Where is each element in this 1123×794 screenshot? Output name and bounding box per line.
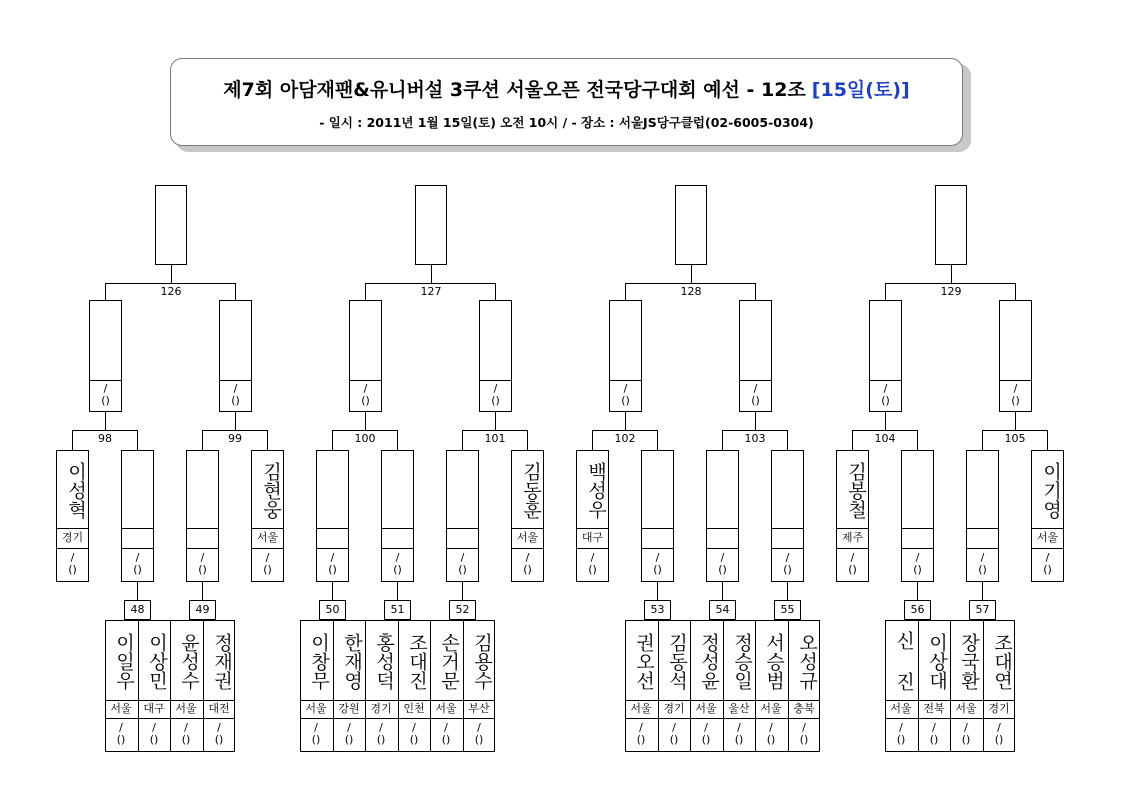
player-region: 서울 [110,702,132,715]
bracket-line [966,548,999,549]
bracket-line [171,265,172,284]
title-text: 제7회 아담재팬&유니버설 3쿠션 서울오픈 전국당구대회 예선 - 12조 [223,79,806,101]
bracket-line [885,718,1015,719]
match-number-r1: 48 [124,600,151,620]
bracket-line [625,283,756,284]
bracket-line [365,283,366,301]
bracket-line [625,700,820,701]
bracket-line [625,283,626,301]
bracket-line [901,548,934,549]
bracket-line [332,430,333,451]
player-name: 김동훈 [520,461,542,519]
r1-score: / () [766,721,776,746]
semifinal-score: / () [621,382,630,407]
player-name: 한재영 [341,632,363,690]
match-number-r1: 54 [709,600,736,620]
match-number-final: 126 [156,285,186,298]
qf-score: / () [913,551,922,576]
bracket-line [381,548,414,549]
qf-score: / () [783,551,792,576]
qf-score: / () [133,551,142,576]
bracket-line [852,430,853,451]
bracket-line [105,700,235,701]
group-winner-slot [675,185,707,265]
r1-score: / () [474,721,484,746]
match-number-r1: 57 [969,600,996,620]
bracket-line [235,412,236,431]
qf-score: / () [1043,551,1052,576]
r1-score: / () [896,721,906,746]
player-region: 대구 [143,702,165,715]
bracket-line [349,380,382,381]
bracket-line [1031,528,1064,529]
bracket-line [72,430,73,451]
bracket-line [609,380,642,381]
match-number-qf: 105 [1000,432,1030,445]
qf-score: / () [458,551,467,576]
bracket-line [527,430,528,451]
r1-score: / () [376,721,386,746]
player-region: 서울 [305,702,327,715]
bracket-line [381,528,414,529]
bracket-line [462,582,463,601]
bracket-line [657,430,658,451]
bracket-line [1031,548,1064,549]
bracket-line [316,528,349,529]
bracket-line [397,430,398,451]
match-number-final: 127 [416,285,446,298]
bracket-line [446,528,479,529]
bracket-line [332,430,398,431]
bracket-line [300,700,495,701]
player-name: 정성윤 [698,632,720,690]
r1-score: / () [344,721,354,746]
player-name: 오성규 [796,632,818,690]
bracket-line [917,582,918,601]
bracket-line [1015,283,1016,301]
player-region: 경기 [61,531,84,544]
match-number-qf: 98 [90,432,120,445]
bracket-line [836,528,869,529]
bracket-line [706,548,739,549]
qf-score: / () [198,551,207,576]
bracket-line [365,283,496,284]
bracket-line [251,548,284,549]
bracket-line [186,528,219,529]
player-name: 신 진 [893,631,915,691]
bracket-line [982,430,983,451]
bracket-line [787,582,788,601]
player-name: 권오선 [633,632,655,690]
bracket-line [186,548,219,549]
bracket-line [105,412,106,431]
qf-score: / () [68,551,77,576]
match-number-r1: 52 [449,600,476,620]
player-region: 인천 [403,702,425,715]
r1-score: / () [116,721,126,746]
r1-score: / () [929,721,939,746]
player-name: 정재권 [211,632,233,690]
bracket-line [137,582,138,601]
player-name: 백성우 [585,461,607,519]
player-name: 김동석 [666,632,688,690]
player-region: 제주 [841,531,864,544]
bracket-line [105,283,236,284]
bracket-line [462,430,463,451]
bracket-line [885,700,1015,701]
player-region: 경기 [988,702,1010,715]
bracket-line [852,430,918,431]
player-name: 서승범 [763,632,785,690]
r1-score: / () [311,721,321,746]
bracket-line [431,265,432,284]
r1-score: / () [409,721,419,746]
player-region: 울산 [728,702,750,715]
player-name: 이상대 [926,632,948,690]
match-number-qf: 104 [870,432,900,445]
bracket-line [202,430,203,451]
bracket-line [641,548,674,549]
group-winner-slot [935,185,967,265]
bracket-line [121,548,154,549]
player-region: 대전 [208,702,230,715]
bracket-line [202,430,268,431]
bracket-line [625,718,820,719]
player-region: 경기 [370,702,392,715]
qf-score: / () [263,551,272,576]
player-name: 김현웅 [260,461,282,519]
r1-score: / () [701,721,711,746]
player-name: 조대연 [991,632,1013,690]
bracket-line [592,430,593,451]
player-region: 서울 [955,702,977,715]
match-number-qf: 103 [740,432,770,445]
bracket-line [56,528,89,529]
page-subtitle: - 일시 : 2011년 1월 15일(토) 오전 10시 / - 장소 : 서울JS당구클럽(02-6005-0304) [319,115,814,130]
match-number-r1: 53 [644,600,671,620]
bracket-line [202,582,203,601]
bracket-line [885,283,886,301]
bracket-line [511,548,544,549]
qf-score: / () [523,551,532,576]
bracket-line [235,283,236,301]
bracket-line [72,430,138,431]
player-name: 손거문 [438,632,460,690]
bracket-line [951,265,952,284]
bracket-line [755,283,756,301]
bracket-line [105,283,106,301]
player-region: 강원 [338,702,360,715]
match-number-r1: 50 [319,600,346,620]
bracket-line [657,582,658,601]
semifinal-score: / () [491,382,500,407]
player-region: 서울 [175,702,197,715]
qf-score: / () [328,551,337,576]
bracket-line [576,528,609,529]
bracket-line [121,528,154,529]
r1-score: / () [636,721,646,746]
bracket-line [1015,412,1016,431]
qf-score: / () [653,551,662,576]
bracket-line [105,718,235,719]
bracket-line [901,528,934,529]
bracket-line [511,528,544,529]
match-number-r1: 56 [904,600,931,620]
bracket-line [885,283,1016,284]
bracket-line [576,548,609,549]
player-name: 이일우 [113,632,135,690]
group-winner-slot [415,185,447,265]
qf-score: / () [718,551,727,576]
bracket-line [462,430,528,431]
semifinal-score: / () [881,382,890,407]
bracket-line [722,430,723,451]
semifinal-score: / () [1011,382,1020,407]
player-name: 조대진 [406,632,428,690]
bracket-line [691,265,692,284]
match-number-r1: 49 [189,600,216,620]
qf-score: / () [393,551,402,576]
semifinal-score: / () [101,382,110,407]
bracket-line [787,430,788,451]
bracket-line [885,412,886,431]
bracket-line [999,380,1032,381]
bracket-line [56,548,89,549]
player-region: 서울 [695,702,717,715]
player-region: 서울 [890,702,912,715]
bracket-line [625,412,626,431]
bracket-line [706,528,739,529]
player-name: 이성혁 [65,461,87,519]
bracket-line [267,430,268,451]
qf-score: / () [978,551,987,576]
bracket-line [982,430,1048,431]
bracket-line [300,718,495,719]
player-region: 부산 [468,702,490,715]
bracket-line [89,380,122,381]
bracket-line [219,380,252,381]
r1-score: / () [214,721,224,746]
player-region: 서울 [516,531,539,544]
bracket-line [316,548,349,549]
bracket-line [251,528,284,529]
player-name: 김봉철 [845,461,867,519]
match-number-qf: 101 [480,432,510,445]
semifinal-score: / () [751,382,760,407]
r1-score: / () [734,721,744,746]
match-number-r1: 55 [774,600,801,620]
bracket-line [966,528,999,529]
bracket-line [592,430,658,431]
match-number-final: 129 [936,285,966,298]
match-number-r1: 51 [384,600,411,620]
player-name: 윤성수 [178,632,200,690]
match-number-final: 128 [676,285,706,298]
r1-score: / () [799,721,809,746]
r1-score: / () [441,721,451,746]
player-region: 대구 [581,531,604,544]
player-region: 서울 [630,702,652,715]
r1-score: / () [669,721,679,746]
bracket-line [479,380,512,381]
player-name: 이상민 [146,632,168,690]
bracket-line [332,582,333,601]
qf-score: / () [588,551,597,576]
r1-score: / () [181,721,191,746]
bracket-line [641,528,674,529]
player-region: 충북 [793,702,815,715]
player-name: 장국환 [958,632,980,690]
player-name: 김용수 [471,632,493,690]
player-region: 경기 [663,702,685,715]
bracket-line [722,582,723,601]
bracket-line [739,380,772,381]
bracket-line [917,430,918,451]
semifinal-score: / () [361,382,370,407]
r1-score: / () [149,721,159,746]
bracket-line [771,528,804,529]
player-region: 서울 [435,702,457,715]
match-number-qf: 100 [350,432,380,445]
bracket-line [755,412,756,431]
match-number-qf: 102 [610,432,640,445]
bracket-line [869,380,902,381]
bracket-line [722,430,788,431]
match-number-qf: 99 [220,432,250,445]
bracket-line [397,582,398,601]
bracket-line [1047,430,1048,451]
player-region: 서울 [1036,531,1059,544]
qf-score: / () [848,551,857,576]
player-name: 정승일 [731,632,753,690]
bracket-line [365,412,366,431]
bracket-line [495,412,496,431]
r1-score: / () [961,721,971,746]
bracket-line [495,283,496,301]
day-badge: [15일(토)] [811,79,910,101]
bracket-line [771,548,804,549]
bracket-line [137,430,138,451]
player-name: 홍성덕 [373,632,395,690]
player-region: 전북 [923,702,945,715]
bracket-line [836,548,869,549]
semifinal-score: / () [231,382,240,407]
r1-score: / () [994,721,1004,746]
header-box [170,58,963,146]
bracket-line [446,548,479,549]
group-winner-slot [155,185,187,265]
player-name: 이기영 [1040,461,1062,519]
player-name: 이창무 [308,632,330,690]
page-title [171,75,962,102]
player-region: 서울 [256,531,279,544]
bracket-line [982,582,983,601]
player-region: 서울 [760,702,782,715]
